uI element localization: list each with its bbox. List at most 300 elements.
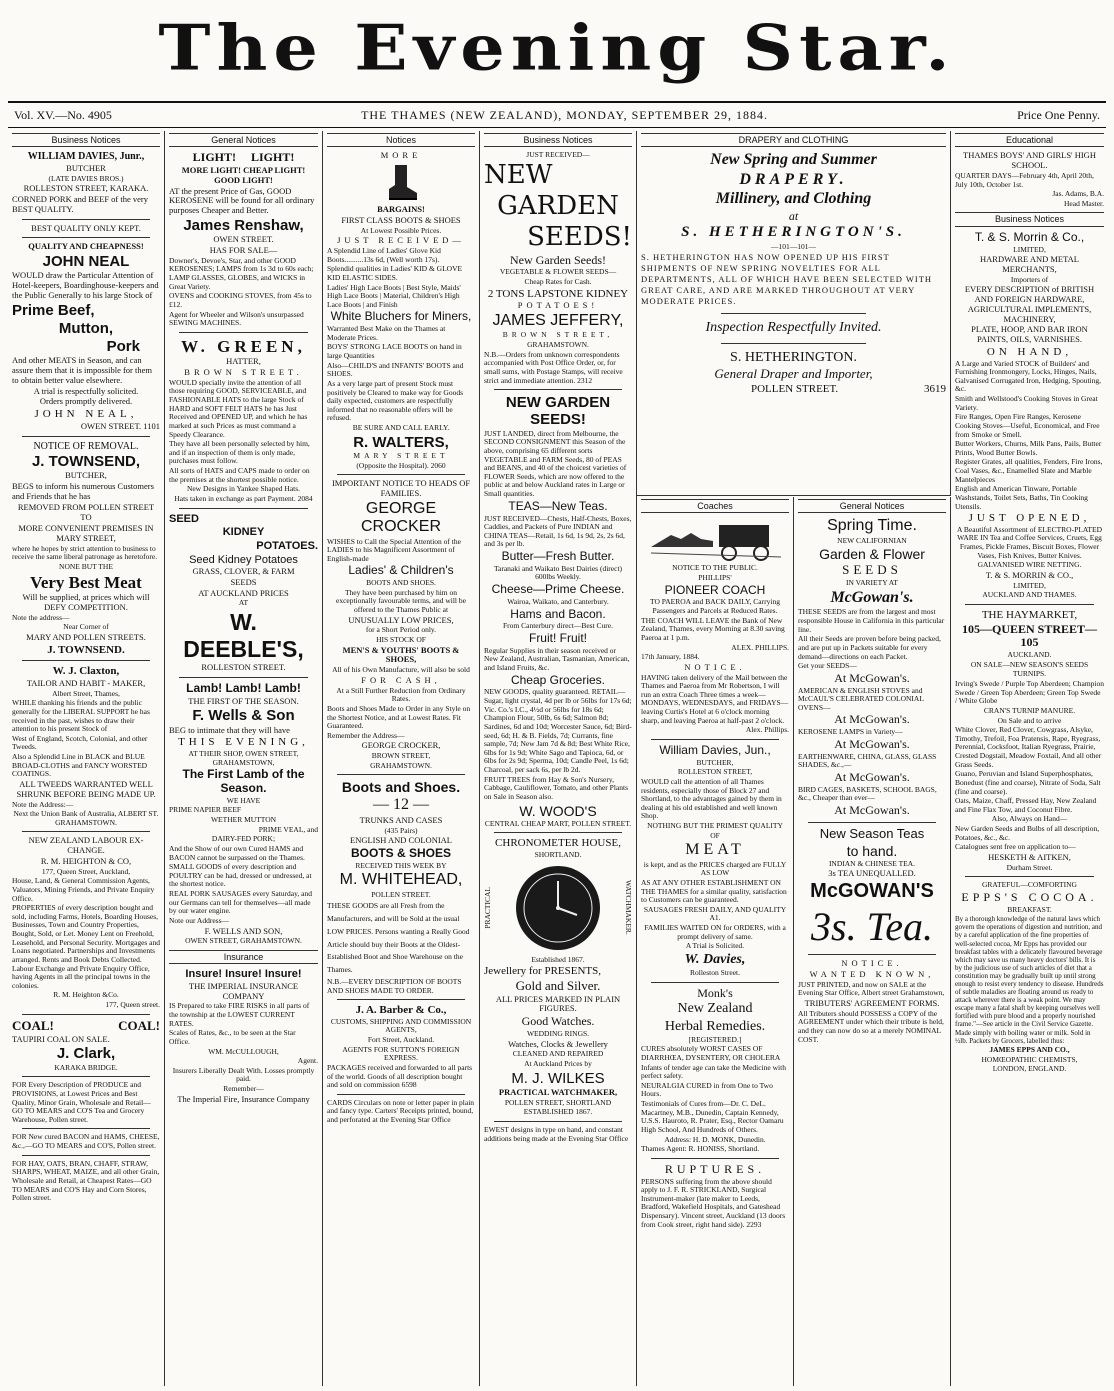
ad-body: WOULD draw the Particular Attention of Hotel-keepers, Boardinghouse-keepers and the Public Generally to his large Stock of [12,270,159,300]
ad-title: William Davies, Jun., [659,742,771,757]
ad-line: Very Best Meat [30,572,142,592]
ad-line: for a Short Period only. [365,625,437,635]
ad-body: PLATE, HOOP, AND BAR IRON PAINTS, OILS, VARNISHES. [971,324,1088,345]
ad-line: TEAS—New Teas. [508,498,608,513]
ad-line: ROLLESTON STREET, [677,767,753,777]
ad-line: Inspection Respectfully Invited. [705,320,882,336]
ad-body: NEURALGIA CURED in from One to Two Hours. [641,1080,773,1099]
ad-title: Millinery, and Clothing [715,190,872,208]
ad-line: New Garden Seeds! [510,252,606,267]
ad-line: OWEN STREET. [213,234,274,245]
section-header: DRAPERY and CLOTHING [641,133,946,147]
ad-body: Oats, Maize, Chaff, Pressed Hay, New Zealand and Fine Flax Tow, and Coconut Fibre. [955,796,1097,814]
ad-title: to hand. [846,842,898,859]
ad-green-hatter [169,337,318,504]
ad-title: NEW GARDEN SEEDS! [505,394,611,429]
ad-body: And other MEATS in Season, and can assure them that it is impossible for them to obtain better value elsewhere. [12,355,152,385]
ad-line: UNUSUALLY LOW PRICES, [348,614,454,625]
ad-body: Guano, Peruvian and Island Superphosphates, Bonedust (fine and coarse), Nitrate of Soda, Salt (fine and coarse). [955,769,1101,796]
ad-line: PRACTICAL [483,886,492,929]
ad-body: FRUIT TREES from Hay & Son's Nursery, Cabbage, Cauliflower, Tomato, and other Plants on Sale in Season also. [484,774,629,801]
ad-title: J. Clark, [56,1045,116,1063]
page-columns [8,131,1108,1386]
ad-line: Note the Address:— [12,799,74,809]
ad-line: is kept, and as the PRICES charged are FULLY AS LOW [643,859,787,878]
ad-line: New Designs in Yankee Shaped Hats. [186,484,301,494]
ad-title: M. J. WILKES [511,1069,605,1087]
ad-line: Hams and Bacon. [510,606,606,621]
ad-body: Fire Ranges, Open Fire Ranges, Kerosene Cooking Stoves—Useful, Economical, and Free from Smoke or Smell. [955,412,1100,439]
ad-body: New Garden Seeds and Bulbs of all description, Potatoes, &c., &c. [955,824,1100,842]
divider [179,508,308,509]
ad-line: REMOVED FROM POLLEN STREET [17,501,155,512]
ad-signature: JOHN NEAL, [34,408,138,421]
ad-title: THE HAYMARKET, [981,608,1078,621]
newspaper-title: The Evening Star. [158,10,956,85]
ad-line: AT [238,598,249,608]
divider [22,237,150,238]
ad-body: West of England, Scotch, Colonial, and other Tweeds. [12,733,148,752]
divider [22,1128,150,1129]
ad-line: (435 Pairs) [384,825,418,835]
ad-line: INDIAN & CHINESE TEA. [828,858,916,868]
ad-line: Gold and Silver. [515,977,601,993]
ad-body: Downer's, Devoe's, Star, and other GOOD KEROSENES; LAMPS from 1s 3d to 60s each; LAMP GLASSES, GLOBES, and WICKS in Great Variety. [169,255,314,291]
ad-body: THE COACH WILL LEAVE the Bank of New Zealand, Thames, every Morning at 8.30 saving Paeroa at 1 p.m. [641,615,785,642]
ad-signature: Jas. Adams, B.A. [1052,189,1104,199]
ad-line: at [788,208,799,223]
ad-line: AUCKLAND AND THAMES. [982,590,1077,600]
ad-line: GRAHAMSTOWN. [370,760,432,770]
ad-title: McGowan's. [830,589,914,607]
ad-line: RECEIVED THIS WEEK BY [355,860,447,870]
ad-line: BEG to intimate that they will have [169,724,290,735]
ad-tributers [798,959,946,1044]
ad-line: NOTICE. [684,661,746,672]
ad-title: SEEDS [842,562,902,578]
ad-title: 3s. Tea. [811,904,933,950]
divider [22,660,150,661]
ad-body: PERSONS suffering from the above should apply to J. F. R. STRICKLAND, Surgical Instrument-maker (late maker to Leeds, Bradford, Wakefield Hospitals, and Gateshead Dispensary). Vincent street, Auckland (13 doors from Cook street, right hand side). 2293 [641,1176,786,1229]
ad-title: WANTED KNOWN, [809,968,935,979]
ad-crocker [327,479,475,770]
clock-illustration-icon [513,863,603,953]
ad-body: N.B.—Orders from unknown correspondents accompanied with Post Office Order, or, for small sums, with Postage Stamps, will receive strict and immediate attention. 2312 [484,349,623,385]
ad-line: At McGowan's. [834,670,910,685]
ad-title: Monk's [697,985,733,1000]
column-1 [8,131,165,1386]
ad-title: M. WHITEHEAD, [339,871,463,889]
ad-line: THE IMPERIAL INSURANCE COMPANY [188,980,299,1001]
ad-title: MORE [380,150,422,161]
ad-body: AT the present Price of Gas, GOOD KEROSENE will be found for all ordinary purposes Cheaper and Better. [169,185,315,216]
ad-body: PROPERTIES of every description bought and sold, including Farms, Hotels, Boarding Houses, Businesses, Town and Country Properties, Bought, Sold, or Let. Money Lent on Freehold, Leasehold, and Personal Security. Mortgages and Loans negotiated. Partnerships and Investments arranged. Rents and Book Debts Collected. Labour Exchange and Private Enquiry Office, having Agents in all the principal towns in the colonies. [12,903,161,990]
ad-line: LONDON, ENGLAND. [992,1064,1067,1074]
ad-line: On Sale and to arrive [997,715,1062,725]
ad-line: DAIRY-FED PORK; [211,834,276,844]
ad-title: New Season Teas [819,825,925,841]
ad-line: NONE BUT THE [59,561,113,571]
ad-line: BEST QUALITY ONLY KEPT. [31,222,141,233]
ad-line: NEW CALIFORNIAN [837,535,907,545]
ad-line: SAUSAGES FRESH DAILY, AND QUALITY A1. [643,904,787,923]
section-header: Insurance [169,950,318,964]
ad-line: SEEDS [230,576,257,587]
ad-whitehead [327,779,475,995]
ad-line: ON SALE—NEW SEASON'S SEEDS [970,659,1089,669]
clock-row [484,861,632,955]
ad-line: IN VARIETY AT [846,578,898,588]
ad-line: Butter—Fresh Butter. [501,549,615,564]
divider [494,389,622,390]
ad-line: POLLEN STREET, SHORTLAND [504,1097,612,1107]
ad-line: CRAN'S TURNIP MANURE. [983,705,1076,715]
ad-title: RUPTURES. [664,1161,766,1176]
ad-line: Mutton, [58,319,114,337]
ad-line: NOTICE. [841,958,903,969]
ad-title: Garden & Flower [819,546,925,563]
ad-line: GALVANISED WIRE NETTING. [977,560,1082,570]
ad-line: Remember— [223,1084,264,1094]
divider [494,1121,622,1122]
ad-morrin [955,231,1104,600]
ad-body: Scales of Rates, &c., to be seen at the Star Office. [169,1028,296,1046]
divider [808,954,936,955]
ad-line: SHORTLAND. [534,849,582,859]
ad-line: AT AUCKLAND PRICES [198,587,289,598]
ad-body: BEGS to inform his numerous Customers and Friends that he has [12,481,154,501]
ad-line: GRAHAMSTOWN. [527,340,589,350]
ad-body: EWEST designs in type on hand, and constant additions being made at the Evening Star Office [484,1124,629,1143]
ad-body: THESE SEEDS are from the largest and most responsible House in California in this particular line. [798,607,945,634]
ad-line: AGENTS FOR SUTTON'S FOREIGN EXPRESS. [342,1044,460,1063]
ad-title: LIGHT! LIGHT! [192,150,295,165]
ad-line: OWEN STREET, GRAHAMSTOWN. [185,936,302,946]
ad-insurance [169,968,318,1104]
ad-title: DRAPERY. [739,170,848,188]
ad-line: WEDDING RINGS. [526,1029,590,1039]
ad-title: McGOWAN'S [810,880,934,903]
ad-line: 17th January, 1884. [641,652,700,662]
ad-line: Seed Kidney Potatoes [189,553,298,566]
ad-labour-exchange [12,836,160,1009]
ad-body: AMERICAN & ENGLISH STOVES and McCAUL'S CELEBRATED COLONIAL OVENS— [798,685,924,712]
ad-signature: T. & S. MORRIN & CO., [985,569,1074,580]
ad-line: BROWN STREET, [502,330,614,340]
ad-body: HAVING taken delivery of the Mail between the Thames and Paeroa from Mr Robertson, I will run an extra Coach Three times a week—MONDAYS, WEDNESDAYS, and FRIDAYS—leaving Curtis's Hotel at 6 o'clock morning sharp, and leaving Paeroa at half-past 2 o'clock. [641,672,789,725]
ad-hetherington [641,151,946,395]
ad-line: HAS FOR SALE— [209,244,278,255]
ad-body: IS Prepared to take FIRE RISKS in all parts of the township at the LOWEST CURRENT RATES. [169,1001,310,1028]
ad-line: THE FIRST OF THE SEASON. [188,695,299,706]
divider [179,332,308,333]
ad-line: (Opposite the Hospital). 2060 [356,460,446,470]
ad-line: ENGLISH AND COLONIAL [350,835,452,846]
ad-title: White Bluchers for Miners, [330,309,472,324]
section-header: Business Notices [484,133,632,147]
masthead [0,0,1114,100]
ad-signature: S. HETHERINGTON. [730,349,857,365]
divider [808,822,936,823]
ad-body: where he hopes by strict attention to business to receive the same liberal patronage as heretofore. [12,543,158,562]
ad-line: The First Lamb of the Season. [182,767,305,795]
ad-line: —101—101— [771,241,816,251]
ad-line: — 12 — [373,796,429,814]
ad-line: CENTRAL CHEAP MART, POLLEN STREET. [484,818,632,828]
ad-line: Albert Street, Thames, [52,688,120,698]
ad-mcgowan [798,517,946,950]
ad-line: BUTCHER [66,162,106,173]
ad-line: PHILLIPS' [698,572,732,582]
ad-line: THIS EVENING, [178,736,309,749]
ad-title: NEW ZEALAND LABOUR EX-CHANGE. [28,835,144,856]
ad-line: Address: H. D. MONK, Dunedin. [664,1134,766,1144]
ad-line: Durham Street. [1006,862,1053,872]
ad-line: NOTICE OF REMOVAL. [33,440,139,452]
ad-line: BUTCHER, [65,470,107,481]
ad-line: Jewellery for PRESENTS, [484,965,602,978]
ad-line: Remember the Address— [327,730,405,740]
ad-title: MEAT [685,841,745,859]
ad-body: Catalogues sent free on application to— [955,842,1076,852]
ad-line: OWEN STREET. 1101 [80,420,160,431]
divider [22,436,150,437]
ad-line: ALL PRICES MARKED IN PLAIN FIGURES. [495,993,621,1014]
ad-body: KEROSENE LAMPS in Variety— [798,727,903,737]
ad-title: R. WALTERS, [353,433,449,451]
ad-wood [484,394,632,828]
divider [22,1014,150,1015]
divider [965,876,1094,877]
ad-jeffery [484,151,632,385]
ad-body: WOULD call the attention of all Thames residents, especially those of Block 27 and Shortland, to the advantages gained by them in dealing at his old established and well known Shop. [641,776,782,821]
ad-body: As a very large part of present Stock must positively be Cleared to make way for Goods daily expected, customers are respectfully informed that no reasonable offers will be refused. [327,378,464,423]
ad-body: JUST LANDED, direct from Melbourne, the SECOND CONSIGNMENT this Season of the above, comprising 65 different sorts VEGETABLE and FARM Seeds, 80 of PEAS and BEANS, and 40 of the choicest varieties of FLOWER Seeds, which are now offered to the public at and below Auckland rates in Large or Small quantities. [484,428,627,499]
ad-title: COAL! [12,1017,54,1033]
ad-wells [169,682,318,946]
ad-title: CHRONOMETER HOUSE, [495,837,621,850]
ad-line: CUSTOMS, SHIPPING AND COMMISSION AGENTS, [330,1016,472,1035]
section-header: General Notices [798,499,946,513]
ad-phillips-coach [641,517,789,735]
ad-line: BOOTS AND SHOES. [366,578,436,588]
ad-title: POTATOES. [256,539,318,552]
ad-coal [12,1019,160,1203]
ad-title: Lamb! Lamb! Lamb! [186,680,301,695]
ad-signature: ALEX. PHILLIPS. [731,642,789,652]
ad-title: Ladies' & Children's [348,563,454,578]
ad-body: Smith and Wellstood's Cooking Stoves in Great Variety. [955,394,1098,412]
ad-line [12,1019,160,1034]
ad-davies-jun [641,744,789,978]
section-header: General Notices [169,133,318,147]
ad-line: WETHER MUTTON [210,815,277,825]
ad-body: Boots and Shoes Made to Order in any Style on the Shortest Notice, and at Lowest Rates. Fit Guaranteed. [327,703,471,731]
ad-body: White Clover, Red Clover, Cowgrass, Alsyke, Timothy, Trefoil, Foa Pratensis, Rape, Ryegrass, Perennial, Cocksfoot, Italian Ryegrass, Prairie, Crested Dogstail, Meadow Foxtail, And all other Grass Seeds. [955,725,1102,769]
column-4 [480,131,637,1386]
ad-line: General Draper and Importer, [714,365,873,381]
divider [721,313,866,314]
section-header: Educational [955,133,1104,147]
ad-body: Splendid qualities in Ladies' KID & GLOVE KID ELASTIC SIDES. [327,264,463,282]
ad-body: Butter Workers, Churns, Milk Pans, Pails, Butter Prints, Wood Butter Bowls. [955,439,1102,457]
ad-line: GRATEFUL—COMFORTING [982,880,1077,890]
ad-line: MARY STREET [353,450,449,460]
column-5 [637,497,794,1386]
divider [337,774,465,775]
ad-title: S. HETHERINGTON'S. [681,224,906,241]
ad-monks [641,987,789,1154]
ad-body: BOYS' STRONG LACE BOOTS on hand in large Quantities [327,342,462,361]
ad-body: FOR HAY, OATS, BRAN, CHAFF, STRAW, SHARPS, WHEAT, MAIZE, and all other Grain, Wholesale and Retail, at Cheapest Rates—GO TO MEARS and CO'S Hay and Corn Stores, Pollen street. [12,1158,160,1203]
divider [22,1076,150,1077]
ad-line: BE SURE AND CALL EARLY. [352,423,450,433]
ad-line: Wairoa, Waikato, and Canterbury. [507,596,609,606]
divider [965,604,1094,605]
ad-title: W. DEEBLE'S, [183,609,304,662]
ad-line: Cheese—Prime Cheese. [491,582,625,597]
ad-title: JAMES JEFFERY, [492,312,624,330]
ad-title: SEED [169,512,199,525]
ad-line: Head Master. [1064,198,1104,208]
ad-line: HOMŒOPATHIC CHEMISTS, [981,1054,1078,1064]
ad-title: New Spring and Summer [710,151,877,169]
ad-title: NEW [484,159,553,190]
ad-title: New Zealand [677,1001,753,1017]
divider [337,1094,465,1095]
ad-ruptures [641,1163,789,1230]
ad-line: At a Still Further Reduction from Ordinary Rates. [336,685,466,704]
ad-body: Also a Splendid Line in BLACK and BLUE BROAD-CLOTHS and FANCY WORSTED COATINGS. [12,752,148,779]
divider [337,474,465,475]
ad-deeble [169,513,318,673]
ad-line: Cheap Rates for Cash. [524,277,592,287]
ad-line: Note our Address— [169,915,229,925]
ad-body: All their Seeds are proven before being packed, and are put up in Packets suitable for every demand—directions on each Packet. [798,634,941,661]
ad-renshaw [169,151,318,327]
ad-line: MORE CONVENIENT PREMISES IN MARY STREET, [18,523,154,543]
ad-line: NOTHING BUT THE PRIMEST QUALITY [647,821,783,831]
ad-davies-butcher [12,151,160,233]
ad-line: (LATE DAVIES BROS.) [48,173,124,183]
ad-line: TRUNKS AND CASES [359,814,443,825]
ad-line: LIMITED, [1013,244,1046,254]
ad-line: The Imperial Fire, Insurance Company [177,1093,310,1104]
section-header: Business Notices [955,212,1104,226]
ad-body: EVERY DESCRIPTION of BRITISH AND FOREIGN HARDWARE, AGRICULTURAL IMPLEMENTS, MACHINERY, [964,284,1095,324]
ad-line: MARY AND POLLEN STREETS. [26,631,146,642]
ad-body: By a thorough knowledge of the natural laws which govern the operations of digestion and nutrition, and by a careful application of the fine properties of well-selected cocoa, Mr Epps has provided our breakfast tables with a delicately flavoured beverage which may save us many heavy doctors' bills. It is by the judicious use of such articles of diet that a constitution may be gradually built up until strong enough to resist every tendency to disease. Hundreds of subtle maladies are floating around us ready to attack wherever there is a weak point. We may escape many a fatal shaft by keeping ourselves well fortified with pure blood and a properly nourished frame."—See article in the Civil Service Gazette. [955,915,1104,1028]
ad-line: KARAKA BRIDGE. [54,1062,118,1072]
ad-line: Get your SEEDS— [798,661,857,671]
ad-line: ALL TWEEDS WARRANTED WELL SHRUNK BEFORE BEING MADE UP. [16,778,156,799]
ad-body: TO PAEROA and BACK DAILY, Carrying Passengers and Parcels at Reduced Rates. [650,597,780,616]
ad-body: WHILE thanking his friends and the public generally for the LIBERAL SUPPORT he has received in the past, wishes to draw their attention to his present Stock of [12,698,150,734]
ad-line: BREAKFAST. [1007,904,1052,914]
ad-body: Regular Supplies in their season received or New Zealand, Australian, Tasmanian, American, and Island Fruits, &c. [484,645,630,672]
ad-title: T. & S. Morrin & Co., [974,229,1085,244]
ad-line: Next the Union Bank of Australia, ALBERT ST. GRAHAMSTOWN. [13,809,159,827]
divider [651,1158,779,1159]
ad-line: Watches, Clocks & Jewellery [508,1038,608,1049]
ad-walters-boots [327,151,475,470]
ad-line: Fort Street, Auckland. [367,1035,435,1045]
ad-line: Agent. [297,1056,318,1066]
divider [22,1155,150,1156]
section-header: Notices [327,133,475,147]
ad-body: English and American Tinware, Portable Washstands, Toilet Sets, Baths, Tin Cooking Utensils. [955,484,1088,511]
ad-line: BROWN STREET. [184,367,303,378]
ad-title: Spring Time. [827,517,917,535]
ad-line: Cheap Groceries. [510,672,606,687]
ad-line: CORNED PORK and BEEF of the very BEST QUALITY. [12,194,148,214]
section-header: Coaches [641,499,789,513]
ad-line: PRACTICAL WATCHMAKER, [498,1086,618,1097]
ad-title: GARDEN [497,190,619,221]
ad-line: Note the address— [12,612,70,622]
ad-line: TRIBUTERS' AGREEMENT FORMS. [804,997,940,1008]
ad-epps-cocoa [955,881,1104,1074]
ad-title: Boots and Shoes. [341,779,461,796]
ad-body: They have been purchased by him on exceptionally favourable terms, and will be offered to the Thames Public at [336,587,466,615]
section-header: Business Notices [12,133,160,147]
ad-haymarket [955,609,1104,872]
ad-signature: Alex. Phillips. [745,725,789,735]
ad-line: FIRST CLASS BOOTS & SHOES [341,214,461,225]
masthead-rule [8,101,1106,103]
ad-line: HATTER, [226,356,261,367]
ad-signature: F. WELLS AND SON, [204,925,283,936]
ad-body: Irving's Swede / Purple Top Aberdeen; Champion Swede / Green Top Aberdeen; Green Top Swede / White Globe [955,679,1105,706]
ad-line: VEGETABLE & FLOWER SEEDS— [499,267,617,277]
ad-line: PRIME NAPIER BEEF [169,805,242,815]
ad-line: WE HAVE [226,795,261,805]
ad-line: Prime Beef, [12,301,95,319]
ad-body: REAL PORK SAUSAGES every Saturday, and our Germans can tell for themselves—all made by our water engine. [169,889,312,916]
ad-body: Also—CHILD'S and INFANTS' BOOTS and SHOES. [327,360,464,379]
divider [22,219,150,220]
ad-title: Herbal Remedies. [664,1018,766,1034]
ad-line: Hats taken in exchange as part Payment. 2084 [174,493,313,503]
ad-title: 105—QUEEN STREET—105 [961,621,1098,650]
ad-title: SEEDS! [527,221,632,252]
ad-line: FOR CASH, [361,674,441,685]
ad-body: Made simply with boiling water or milk. Sold in ½lb. Packets by Grocers, labelled thus: [955,1029,1091,1046]
ad-line: BOOTS & SHOES [350,846,451,861]
ad-line: HIS STOCK OF [376,635,426,645]
ad-high-school [955,151,1104,208]
ad-body: WISHES to Call the Special Attention of the LADIES to his Magnificent Assortment of English-made [327,536,461,563]
ad-townsend [12,441,160,657]
ad-body: JUST PRINTED, and now on SALE at the Evening Star Office, Albert street Grahamstown, [798,979,945,998]
column-7 [951,131,1108,1386]
ad-line: CLEANED AND REPAIRED [512,1049,604,1059]
ad-line: 2 TONS LAPSTONE KIDNEY [487,287,629,300]
stagecoach-illustration-icon [641,517,791,562]
ad-line: AT THEIR SHOP, OWEN STREET, GRAHAMSTOWN, [188,748,299,767]
ad-line: ROLLESTON STREET. [201,661,286,672]
ad-title: COAL! [118,1017,160,1033]
ad-line: Good Watches. [521,1014,595,1029]
ad-line: Importers of [1010,274,1049,284]
ad-line: TAILOR AND HABIT - MAKER, [26,677,146,688]
ad-title: J. TOWNSEND, [31,453,141,471]
ad-body: BIRD CAGES, BASKETS, SCHOOL BAGS, &c., Cheaper than ever— [798,784,937,803]
ad-body: Warranted Best Make on the Thames at Moderate Prices. [327,324,446,342]
ad-line: TO [80,512,92,523]
boot-illustration-icon [381,163,421,203]
volume-number: Vol. XV.—No. 4905 [14,107,112,122]
